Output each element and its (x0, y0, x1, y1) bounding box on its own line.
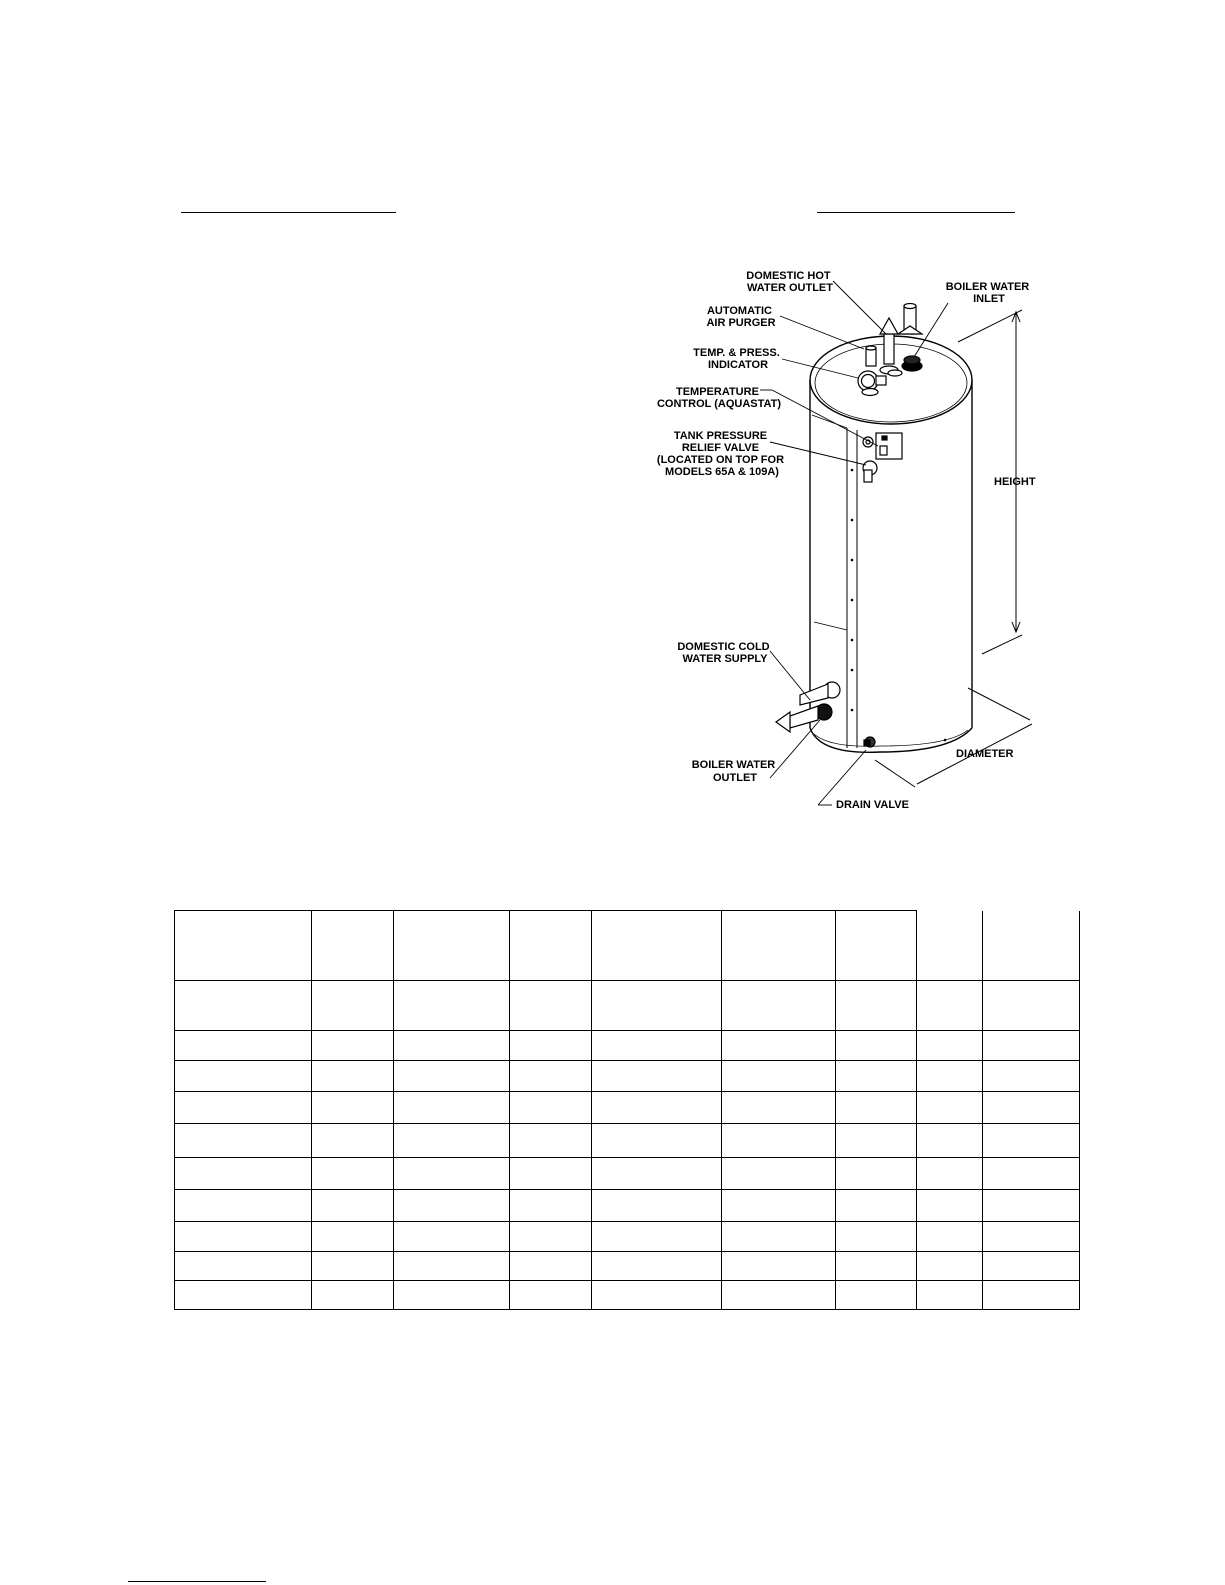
table-cell (917, 981, 983, 1031)
table-row (175, 1281, 1080, 1310)
table-cell (836, 1281, 917, 1310)
table-cell (394, 1252, 510, 1281)
table-cell (592, 981, 722, 1031)
table-cell (510, 1124, 592, 1158)
table-row (175, 1092, 1080, 1124)
table-cell (917, 1252, 983, 1281)
table-cell (983, 1158, 1080, 1190)
table-cell (394, 1124, 510, 1158)
table-cell (312, 1061, 394, 1092)
table-cell (722, 981, 836, 1031)
table-cell (394, 1158, 510, 1190)
table-cell (510, 981, 592, 1031)
table-cell (917, 1092, 983, 1124)
label-temperature-control: TEMPERATURE CONTROL (AQUASTAT) (656, 386, 782, 410)
table-cell (722, 1190, 836, 1222)
table-cell (175, 1281, 312, 1310)
table-cell (312, 911, 394, 981)
aquastat-box (863, 433, 902, 459)
table-cell (592, 1281, 722, 1310)
table-cell (722, 1031, 836, 1061)
table-cell (917, 1190, 983, 1222)
table-cell (722, 1222, 836, 1252)
table-cell (836, 1158, 917, 1190)
table-cell (983, 1252, 1080, 1281)
table-cell (983, 1190, 1080, 1222)
table-cell (175, 911, 312, 981)
table-cell (394, 1222, 510, 1252)
table-cell (394, 1281, 510, 1310)
table-cell (592, 1031, 722, 1061)
table-cell (312, 1158, 394, 1190)
table-cell (836, 1190, 917, 1222)
table-row (175, 1158, 1080, 1190)
relief-valve (863, 461, 877, 482)
table-cell (312, 1190, 394, 1222)
table-cell (983, 911, 1080, 981)
table-cell (836, 1124, 917, 1158)
table-row (175, 1031, 1080, 1061)
table-cell (592, 1222, 722, 1252)
label-boiler-water-inlet: BOILER WATER INLET (945, 281, 1030, 305)
table-cell (510, 1281, 592, 1310)
table-cell (836, 1092, 917, 1124)
table-cell (592, 1061, 722, 1092)
label-temp-press-indicator: TEMP. & PRESS. INDICATOR (693, 347, 780, 371)
table-row (175, 1222, 1080, 1252)
table-cell (394, 1092, 510, 1124)
table-body (175, 911, 1080, 1310)
table-cell (836, 1222, 917, 1252)
table-cell (510, 1031, 592, 1061)
label-height: HEIGHT (994, 476, 1036, 488)
table-cell (175, 1190, 312, 1222)
table-cell (510, 1222, 592, 1252)
table-cell (394, 1190, 510, 1222)
table-cell (510, 1190, 592, 1222)
table-cell (836, 1252, 917, 1281)
table-row (175, 911, 1080, 981)
table-cell (312, 1222, 394, 1252)
table-cell (917, 1031, 983, 1061)
label-tank-pressure-relief-valve: TANK PRESSURE RELIEF VALVE (LOCATED ON TOP FOR MODELS 65A & 109A) (656, 430, 785, 478)
table-row (175, 1124, 1080, 1158)
table-cell (836, 1061, 917, 1092)
table-cell (917, 911, 983, 981)
panel-rivets (851, 469, 947, 742)
label-domestic-cold-water-supply: DOMESTIC COLD WATER SUPPLY (677, 641, 770, 665)
table-cell (917, 1158, 983, 1190)
table-cell (983, 1031, 1080, 1061)
table-cell (917, 1281, 983, 1310)
label-drain-valve: DRAIN VALVE (836, 799, 909, 811)
table-cell (394, 981, 510, 1031)
table-cell (510, 1158, 592, 1190)
table-cell (917, 1124, 983, 1158)
table-cell (722, 911, 836, 981)
table-cell (312, 1124, 394, 1158)
table-cell (312, 1281, 394, 1310)
table-row (175, 1252, 1080, 1281)
table-cell (175, 1092, 312, 1124)
table-cell (510, 1061, 592, 1092)
table-cell (510, 1092, 592, 1124)
table-cell (312, 1031, 394, 1061)
table-cell (722, 1092, 836, 1124)
table-cell (917, 1222, 983, 1252)
table-cell (722, 1158, 836, 1190)
bottom-fittings (776, 682, 875, 747)
table-cell (394, 1061, 510, 1092)
table-cell (312, 981, 394, 1031)
table-cell (510, 911, 592, 981)
table-row (175, 1061, 1080, 1092)
table-cell (983, 1222, 1080, 1252)
table-cell (312, 1092, 394, 1124)
table-cell (312, 1252, 394, 1281)
table-cell (592, 1252, 722, 1281)
table-cell (592, 1124, 722, 1158)
table-cell (983, 1061, 1080, 1092)
table-cell (983, 981, 1080, 1031)
table-cell (175, 1222, 312, 1252)
table-cell (394, 1031, 510, 1061)
footnote-rule (128, 1581, 266, 1582)
label-domestic-hot-water-outlet: DOMESTIC HOT WATER OUTLET (746, 270, 833, 294)
table-cell (983, 1281, 1080, 1310)
table-cell (836, 981, 917, 1031)
table-cell (175, 1061, 312, 1092)
table-cell (917, 1061, 983, 1092)
table-cell (175, 1252, 312, 1281)
table-cell (394, 911, 510, 981)
table-cell (175, 981, 312, 1031)
label-boiler-water-outlet: BOILER WATER OUTLET (691, 759, 776, 784)
label-automatic-air-purger: AUTOMATIC AIR PURGER (706, 305, 776, 329)
table-cell (722, 1061, 836, 1092)
label-diameter: DIAMETER (956, 748, 1014, 760)
table-cell (592, 1190, 722, 1222)
table-cell (722, 1252, 836, 1281)
table-cell (592, 911, 722, 981)
table-cell (175, 1158, 312, 1190)
table-cell (722, 1124, 836, 1158)
table-cell (175, 1031, 312, 1061)
table-cell (836, 1031, 917, 1061)
table-row (175, 981, 1080, 1031)
table-cell (592, 1092, 722, 1124)
specification-table (174, 910, 1080, 1310)
table-cell (592, 1158, 722, 1190)
table-row (175, 1190, 1080, 1222)
table-cell (510, 1252, 592, 1281)
table-cell (836, 911, 917, 981)
table-cell (983, 1124, 1080, 1158)
table-cell (175, 1124, 312, 1158)
table-cell (722, 1281, 836, 1310)
table-cell (983, 1092, 1080, 1124)
